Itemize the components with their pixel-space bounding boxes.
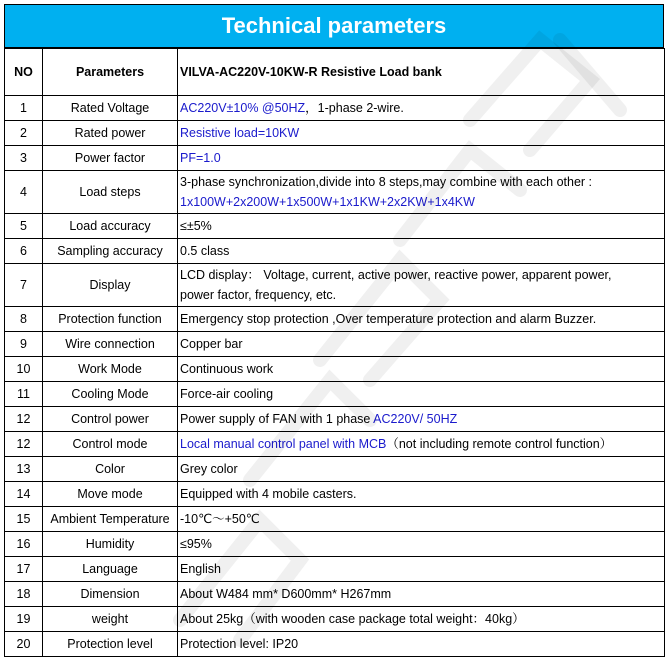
parameter-value [178,582,665,607]
parameter-value [178,239,665,264]
value-text: ，1-phase 2-wire. [305,101,404,115]
table-row [5,582,665,607]
value-text: -10℃～+50℃ [180,512,260,526]
parameter-name: Language [43,557,178,582]
table-row [5,332,665,357]
value-text: Equipped with 4 mobile casters. [180,487,357,501]
row-number: 6 [5,239,43,264]
table-header-row [5,49,665,96]
row-number: 12 [5,432,43,457]
parameter-name: Protection function [43,307,178,332]
table-row [5,307,665,332]
parameter-value [178,307,665,332]
value-text: About W484 mm* D600mm* H267mm [180,587,392,601]
parameter-name: Load accuracy [43,214,178,239]
parameter-value [178,214,665,239]
value-line-1: 3-phase synchronization,divide into 8 steps,may combine with each other : [180,175,593,189]
value-highlight: PF=1.0 [180,151,221,165]
row-number: 3 [5,146,43,171]
row-number: 9 [5,332,43,357]
table-row [5,121,665,146]
header-model: VILVA-AC220V-10KW-R Resistive Load bank [178,49,665,96]
value-line-2: power factor, frequency, etc. [180,288,337,302]
parameter-value [178,264,665,307]
row-number: 1 [5,96,43,121]
table-row [5,607,665,632]
parameter-name: Display [43,264,178,307]
table-row [5,632,665,657]
table-row [5,239,665,264]
row-number: 7 [5,264,43,307]
row-number: 17 [5,557,43,582]
row-number: 4 [5,171,43,214]
parameter-value [178,507,665,532]
row-number: 14 [5,482,43,507]
parameter-value [178,96,665,121]
parameter-name: Power factor [43,146,178,171]
parameter-name: Protection level [43,632,178,657]
parameter-name: Dimension [43,582,178,607]
value-text: ≤±5% [180,219,212,233]
row-number: 16 [5,532,43,557]
parameter-value [178,382,665,407]
parameter-name: Control power [43,407,178,432]
table-row [5,96,665,121]
value-highlight: Resistive load=10KW [180,126,300,140]
parameter-name: Wire connection [43,332,178,357]
value-text: Copper bar [180,337,243,351]
row-number: 18 [5,582,43,607]
table-row [5,507,665,532]
row-number: 20 [5,632,43,657]
table-row [5,264,665,307]
parameter-value [178,407,665,432]
value-text: Protection level: IP20 [180,637,299,651]
parameter-name: Rated power [43,121,178,146]
row-number: 2 [5,121,43,146]
row-number: 11 [5,382,43,407]
parameter-name: Rated Voltage [43,96,178,121]
parameter-value [178,557,665,582]
parameter-value [178,432,665,457]
parameter-value [178,171,665,214]
table-row [5,557,665,582]
parameter-value [178,146,665,171]
parameter-value [178,482,665,507]
value-text: About 25kg（with wooden case package total weight：40kg） [180,612,525,626]
table-row [5,407,665,432]
parameter-value [178,121,665,146]
row-number: 13 [5,457,43,482]
value-highlight: AC220V±10% @50HZ [180,101,306,115]
parameter-name: Work Mode [43,357,178,382]
value-text: （not including remote control function） [386,437,613,451]
parameter-value [178,532,665,557]
value-text: Grey color [180,462,238,476]
parameter-value [178,607,665,632]
parameter-name: weight [43,607,178,632]
value-text: Emergency stop protection ,Over temperature protection and alarm Buzzer. [180,312,597,326]
table-row [5,357,665,382]
parameter-value [178,357,665,382]
value-line-2: 1x100W+2x200W+1x500W+1x1KW+2x2KW+1x4KW [180,195,475,209]
parameter-name: Move mode [43,482,178,507]
table-row [5,432,665,457]
row-number: 5 [5,214,43,239]
value-text: Power supply of FAN with 1 phase [180,412,374,426]
table-row [5,146,665,171]
table-row [5,214,665,239]
row-number: 12 [5,407,43,432]
value-highlight: AC220V/ 50HZ [373,412,458,426]
table-row [5,382,665,407]
parameter-name: Sampling accuracy [43,239,178,264]
row-number: 19 [5,607,43,632]
parameter-name: Control mode [43,432,178,457]
row-number: 8 [5,307,43,332]
value-text: English [180,562,221,576]
spec-sheet [4,4,664,657]
parameter-name: Color [43,457,178,482]
parameter-name: Ambient Temperature [43,507,178,532]
parameters-table [4,48,665,657]
header-no: NO [5,49,43,96]
table-row [5,532,665,557]
header-parameters: Parameters [43,49,178,96]
value-text: Continuous work [180,362,274,376]
row-number: 15 [5,507,43,532]
parameter-value [178,332,665,357]
value-text: Force-air cooling [180,387,274,401]
value-text: ≤95% [180,537,212,551]
table-row [5,457,665,482]
row-number: 10 [5,357,43,382]
parameter-value [178,457,665,482]
table-row [5,171,665,214]
parameter-name: Humidity [43,532,178,557]
parameter-value [178,632,665,657]
table-row [5,482,665,507]
value-text: 0.5 class [180,244,230,258]
parameter-name: Cooling Mode [43,382,178,407]
value-line-1: LCD display： Voltage, current, active power, reactive power, apparent power, [180,268,612,282]
value-highlight: Local manual control panel with MCB [180,437,387,451]
parameter-name: Load steps [43,171,178,214]
sheet-title: Technical parameters [4,4,664,48]
